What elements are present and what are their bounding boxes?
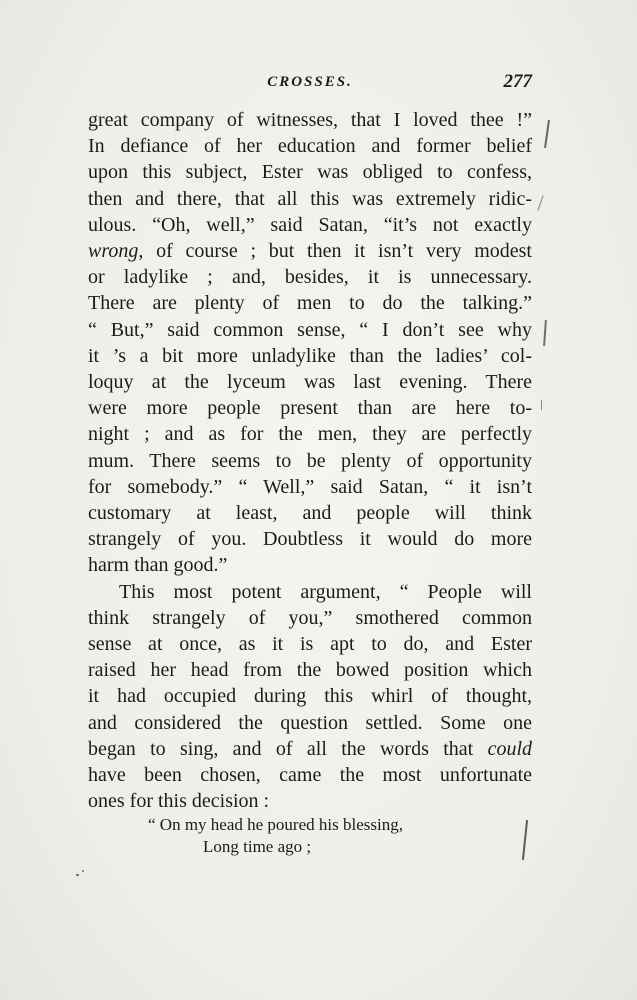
text-line: have been chosen, came the most unfortunate bbox=[88, 764, 532, 787]
text-line: ones for this decision : bbox=[88, 790, 270, 813]
page-header bbox=[88, 71, 532, 98]
text-line: ulous. “Oh, well,” said Satan, “it’s not exactly bbox=[88, 213, 532, 236]
text-line: then and there, that all this was extremely ridic- bbox=[88, 187, 532, 210]
page-number: 277 bbox=[503, 71, 532, 92]
text-line: sense at once, as it is apt to do, and Ester bbox=[88, 633, 532, 656]
text-line: it had occupied during this whirl of thought, bbox=[88, 685, 532, 708]
text-line: wrong, of course ; but then it isn’t very modest bbox=[88, 240, 532, 263]
emphasis-word: could bbox=[487, 737, 532, 760]
poem-line: “ On my head he poured his blessing, bbox=[148, 815, 403, 834]
text-line: customary at least, and people will think bbox=[88, 502, 532, 525]
poem-quote bbox=[148, 814, 468, 858]
text-line: This most potent argument, “ People will bbox=[119, 580, 532, 603]
pencil-mark bbox=[541, 400, 542, 410]
text-line: think strangely of you,” smothered common bbox=[88, 606, 532, 629]
text-line: and considered the question settled. Some one bbox=[88, 711, 532, 734]
body-text bbox=[88, 107, 532, 814]
text-line: There are plenty of men to do the talking.” bbox=[88, 292, 532, 315]
text-line: raised her head from the bowed position which bbox=[88, 659, 532, 682]
text-line: night ; and as for the men, they are perfectly bbox=[88, 423, 532, 446]
pencil-mark bbox=[543, 320, 546, 346]
text-line: for somebody.” “ Well,” said Satan, “ it isn’t bbox=[88, 475, 532, 498]
text-line: mum. There seems to be plenty of opportunity bbox=[88, 449, 532, 472]
text-line: were more people present than are here to- bbox=[88, 397, 532, 420]
running-title: CROSSES. bbox=[267, 74, 353, 90]
text-line: strangely of you. Doubtless it would do more bbox=[88, 528, 532, 551]
text-line: loquy at the lyceum was last evening. There bbox=[88, 371, 532, 394]
text-line: “ But,” said common sense, “ I don’t see why bbox=[88, 318, 532, 341]
text-line: began to sing, and of all the words that could bbox=[88, 737, 532, 760]
text-line: or ladylike ; and, besides, it is unnecessary. bbox=[88, 266, 532, 289]
ink-speck bbox=[82, 870, 84, 872]
text-line: upon this subject, Ester was obliged to confess, bbox=[88, 161, 532, 184]
pencil-mark bbox=[537, 195, 543, 210]
text-line: great company of witnesses, that I loved thee !” bbox=[88, 109, 532, 131]
text-line: In defiance of her education and former belief bbox=[88, 135, 532, 158]
pencil-mark bbox=[522, 820, 528, 860]
text-line: harm than good.” bbox=[88, 554, 228, 577]
poem-line: Long time ago ; bbox=[203, 837, 312, 856]
emphasis-word: wrong bbox=[88, 240, 139, 263]
text-line: it ’s a bit more unladylike than the ladies’ col- bbox=[88, 344, 532, 367]
pencil-mark bbox=[544, 120, 549, 148]
ink-speck bbox=[76, 874, 79, 876]
